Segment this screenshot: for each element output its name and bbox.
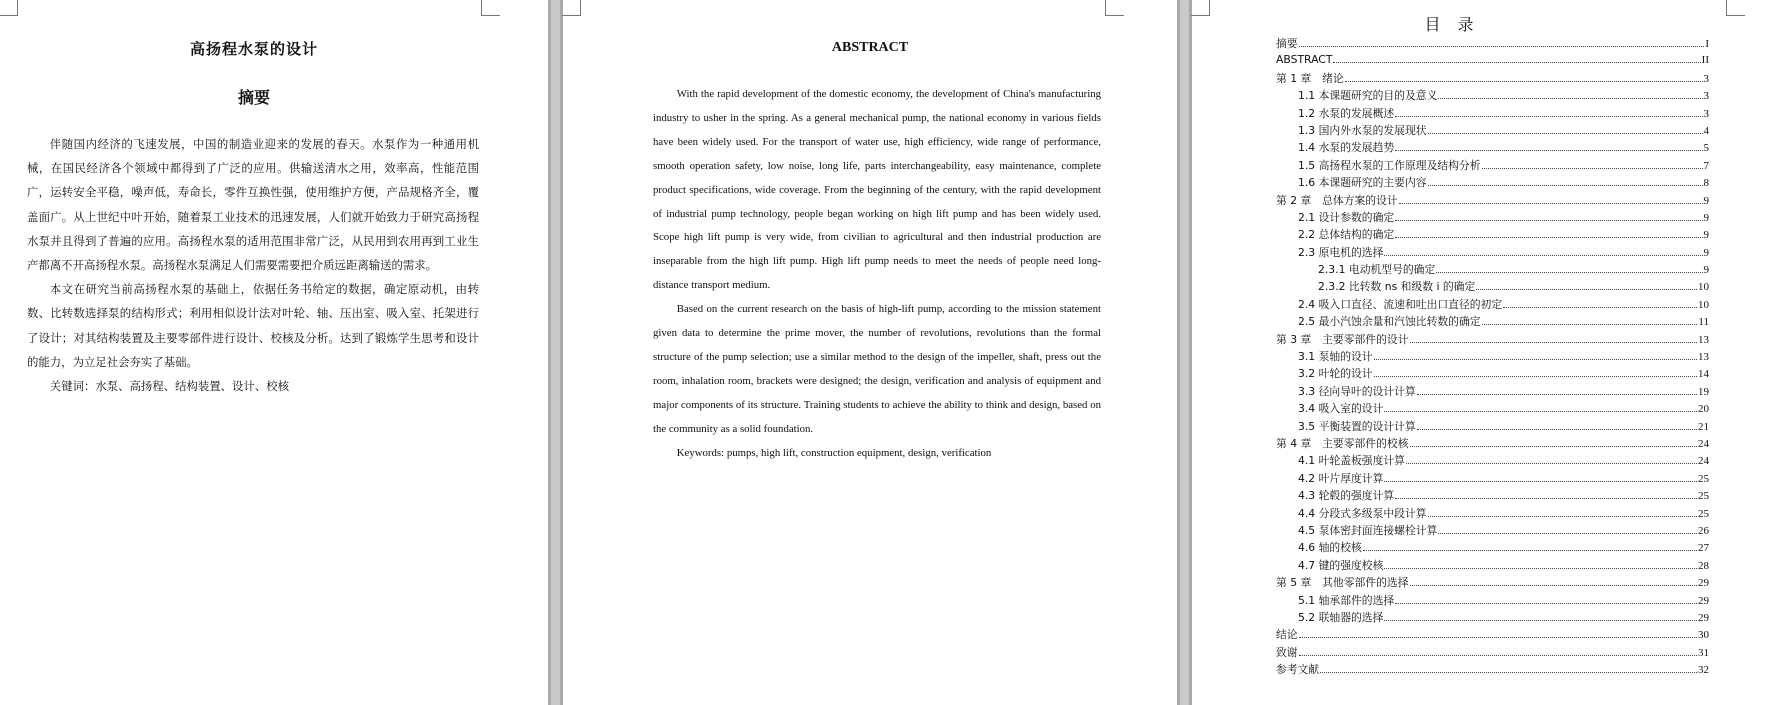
page-table-of-contents — [1192, 0, 1776, 705]
toc-entry-text: 结论 — [1276, 628, 1298, 642]
toc-entry-text: ABSTRACT — [1276, 53, 1333, 67]
toc-dot-leader — [1410, 446, 1698, 447]
toc-entry-page: 28 — [1698, 559, 1709, 572]
toc-dot-leader — [1482, 324, 1698, 325]
toc-dot-leader — [1299, 637, 1697, 638]
toc-entry[interactable] — [1276, 227, 1709, 244]
toc-dot-leader — [1395, 237, 1702, 238]
toc-entry[interactable] — [1276, 593, 1709, 610]
toc-entry[interactable] — [1276, 210, 1709, 227]
toc-entry[interactable] — [1276, 662, 1709, 679]
toc-entry[interactable] — [1276, 314, 1709, 331]
toc-entry-text: 1.6 本课题研究的主要内容 — [1298, 176, 1427, 190]
toc-entry[interactable] — [1276, 332, 1709, 349]
toc-entry-page: 8 — [1703, 177, 1709, 190]
toc-entry-text: 第 5 章 其他零部件的选择 — [1276, 576, 1409, 590]
toc-entry-text: 2.3.1 电动机型号的确定 — [1318, 263, 1436, 277]
toc-entry[interactable] — [1276, 366, 1709, 383]
page-corner-mark — [562, 0, 581, 16]
toc-entry-page: 14 — [1698, 368, 1709, 381]
toc-entry-text: 3.4 吸入室的设计 — [1298, 402, 1384, 416]
toc-entry[interactable] — [1276, 627, 1709, 644]
toc-entry[interactable] — [1276, 419, 1709, 436]
toc-entry[interactable] — [1276, 140, 1709, 157]
toc-entry-page: 25 — [1698, 490, 1709, 503]
toc-entry-page: 9 — [1703, 246, 1709, 259]
toc-entry-page: 29 — [1698, 611, 1709, 624]
toc-entry-text: 3.3 径向导叶的设计计算 — [1298, 384, 1416, 398]
toc-dot-leader — [1333, 62, 1700, 63]
toc-entry[interactable] — [1276, 262, 1709, 279]
toc-entry-page: 25 — [1698, 472, 1709, 485]
toc-entry-text: 4.4 分段式多级泵中段计算 — [1298, 506, 1427, 520]
toc-entry[interactable] — [1276, 506, 1709, 523]
toc-entry-page: 9 — [1703, 211, 1709, 224]
toc-entry-page: 7 — [1703, 159, 1709, 172]
toc-entry-page: 9 — [1703, 229, 1709, 242]
toc-entry-page: 24 — [1698, 437, 1709, 450]
toc-dot-leader — [1428, 516, 1697, 517]
toc-entry-page: 3 — [1703, 107, 1709, 120]
toc-dot-leader — [1384, 481, 1697, 482]
toc-entry-text: 2.2 总体结构的确定 — [1298, 228, 1395, 242]
toc-entry-text: 4.5 泵体密封面连接螺栓计算 — [1298, 523, 1438, 537]
toc-entry[interactable] — [1276, 384, 1709, 401]
toc-dot-leader — [1410, 585, 1698, 586]
toc-entry[interactable] — [1276, 558, 1709, 575]
toc-entry[interactable] — [1276, 88, 1709, 105]
toc-entry-text: 4.2 叶片厚度计算 — [1298, 471, 1384, 485]
toc-dot-leader — [1320, 672, 1697, 673]
page-gap — [548, 0, 563, 705]
toc-dot-leader — [1428, 133, 1703, 134]
abstract-paragraph: Based on the current research on the basis of high-lift pump, according to the mission statement given data to determine the prime mover, the number of revolutions, revolutions than the formal structure of the pump selection; use a similar method to the design of the impeller, shaft, press out the room, inhalation room, brackets were designed; the design, verification and analysis of equipment and major components of its structure. Training students to achieve the ability to think and design, based on the community as a solid foundation. — [653, 303, 1101, 435]
toc-entry-page: 27 — [1698, 542, 1709, 555]
toc-dot-leader — [1395, 498, 1697, 499]
toc-entry-page: 10 — [1698, 298, 1709, 311]
toc-entry[interactable] — [1276, 279, 1709, 296]
toc-dot-leader — [1299, 46, 1705, 47]
page-gap — [1177, 0, 1192, 705]
toc-entry-text: 4.1 叶轮盖板强度计算 — [1298, 454, 1405, 468]
toc-entry-page: 26 — [1698, 524, 1709, 537]
toc-entry-text: 3.2 叶轮的设计 — [1298, 367, 1373, 381]
keywords-line: Keywords: pumps, high lift, construction equipment, design, verification — [676, 446, 992, 459]
toc-entry-page: 32 — [1698, 664, 1709, 677]
toc-entry-text: 2.3 原电机的选择 — [1298, 245, 1384, 259]
toc-entry[interactable] — [1276, 349, 1709, 366]
page-english-abstract — [563, 0, 1177, 705]
toc-entry[interactable] — [1276, 610, 1709, 627]
toc-entry-page: 21 — [1698, 420, 1709, 433]
toc-entry-page: II — [1701, 54, 1709, 67]
toc-entry[interactable] — [1276, 175, 1709, 192]
toc-entry[interactable] — [1276, 575, 1709, 592]
toc-entry-page: 30 — [1698, 629, 1709, 642]
toc-dot-leader — [1410, 342, 1698, 343]
toc-entry-page: 4 — [1703, 124, 1709, 137]
toc-entry[interactable] — [1276, 71, 1709, 88]
toc-entry-page: 19 — [1698, 385, 1709, 398]
toc-title: 目 录 — [1424, 15, 1480, 34]
toc-entry-text: 3.1 泵轴的设计 — [1298, 350, 1373, 364]
toc-dot-leader — [1482, 168, 1703, 169]
toc-dot-leader — [1417, 429, 1697, 430]
toc-entry-page: 5 — [1703, 142, 1709, 155]
toc-entry[interactable] — [1276, 488, 1709, 505]
toc-list — [1276, 36, 1709, 679]
thesis-title: 高扬程水泵的设计 — [189, 40, 318, 58]
toc-dot-leader — [1395, 603, 1697, 604]
toc-entry-page: 10 — [1698, 281, 1709, 294]
toc-entry-page: I — [1705, 38, 1709, 50]
toc-entry[interactable] — [1276, 297, 1709, 314]
toc-entry[interactable] — [1276, 471, 1709, 488]
toc-entry[interactable] — [1276, 436, 1709, 453]
toc-dot-leader — [1299, 655, 1697, 656]
toc-dot-leader — [1374, 359, 1697, 360]
toc-entry-text: 参考文献 — [1276, 663, 1320, 677]
keywords-line: 关键词：水泵、高扬程、结构装置、设计、校核 — [49, 379, 290, 394]
toc-entry-text: 第 1 章 绪论 — [1276, 71, 1344, 85]
abstract-heading: ABSTRACT — [831, 40, 909, 55]
abstract-body — [653, 83, 1101, 466]
toc-entry-page: 3 — [1703, 72, 1709, 85]
toc-dot-leader — [1436, 272, 1702, 273]
toc-dot-leader — [1406, 463, 1697, 464]
toc-entry-page: 25 — [1698, 507, 1709, 520]
toc-entry-text: 第 2 章 总体方案的设计 — [1276, 193, 1398, 207]
toc-entry-text: 摘要 — [1276, 37, 1298, 50]
page-corner-mark — [1726, 0, 1745, 16]
toc-entry[interactable] — [1276, 193, 1709, 210]
abstract-heading: 摘要 — [237, 88, 270, 107]
toc-dot-leader — [1384, 568, 1697, 569]
toc-entry[interactable] — [1276, 106, 1709, 123]
toc-entry-page: 29 — [1698, 577, 1709, 590]
toc-dot-leader — [1438, 533, 1697, 534]
toc-entry-page: 13 — [1698, 333, 1709, 346]
toc-entry-text: 1.5 高扬程水泵的工作原理及结构分析 — [1298, 158, 1481, 172]
abstract-paragraph: With the rapid development of the domestic economy, the development of China's manufacturing industry to usher in the spring. As a general mechanical pump, the national economy in various fields have been widely used. For the transport of water use, high efficiency, wide range of performance, smooth operation safety, low noise, long life, parts interchangeability, easy maintenance, complete product specifications, wide coverage. From the beginning of the century, with the rapid development of industrial pump technology, people began working on high lift pump and has been widely used. Scope high lift pump is very wide, from civilian to agricultural and then industrial production are inseparable from the high lift pump. High lift pump needs to meet the needs of people need long-distance transport medium. — [653, 88, 1101, 292]
abstract-paragraph: 伴随国内经济的飞速发展，中国的制造业迎来的发展的春天。水泵作为一种通用机械，在国民经济各个领域中都得到了广泛的应用。供输送清水之用，效率高，性能范围广，运转安全平稳，噪声低，寿命长，零件互换性强，使用维护方便，产品规格齐全，覆盖面广。从上世纪中叶开始，随着泵工业技术的迅速发展，人们就开始致力于研究高扬程水泵并且得到了普遍的应用。高扬程水泵的适用范围非常广泛，从民用到农用再到工业生产都离不开高扬程水泵。高扬程水泵满足人们需要需要把介质远距离输送的需求。 — [27, 137, 479, 273]
toc-entry-text: 2.5 最小汽蚀余量和汽蚀比转数的确定 — [1298, 315, 1481, 329]
toc-dot-leader — [1503, 307, 1697, 308]
toc-entry[interactable] — [1276, 645, 1709, 662]
toc-entry[interactable] — [1276, 540, 1709, 557]
toc-dot-leader — [1363, 550, 1697, 551]
toc-dot-leader — [1395, 220, 1702, 221]
page-chinese-abstract — [0, 0, 548, 705]
toc-entry-text: 5.2 联轴器的选择 — [1298, 610, 1384, 624]
toc-dot-leader — [1476, 289, 1697, 290]
toc-dot-leader — [1399, 203, 1703, 204]
toc-entry-text: 2.4 吸入口直径、流速和吐出口直径的初定 — [1298, 297, 1503, 311]
toc-entry[interactable] — [1276, 53, 1709, 70]
toc-entry-text: 5.1 轴承部件的选择 — [1298, 593, 1395, 607]
toc-dot-leader — [1384, 411, 1697, 412]
toc-dot-leader — [1374, 376, 1697, 377]
toc-entry-page: 24 — [1698, 455, 1709, 468]
toc-entry-text: 1.4 水泵的发展趋势 — [1298, 141, 1395, 155]
page-corner-mark — [0, 0, 18, 16]
toc-entry-text: 1.3 国内外水泵的发展现状 — [1298, 123, 1427, 137]
toc-entry[interactable] — [1276, 401, 1709, 418]
toc-entry[interactable] — [1276, 123, 1709, 140]
toc-entry-text: 致谢 — [1276, 645, 1298, 659]
toc-entry-text: 3.5 平衡装置的设计计算 — [1298, 419, 1416, 433]
toc-entry-page: 9 — [1703, 264, 1709, 277]
toc-entry[interactable] — [1276, 158, 1709, 175]
toc-dot-leader — [1345, 81, 1703, 82]
toc-entry[interactable] — [1276, 523, 1709, 540]
abstract-paragraph: 本文在研究当前高扬程水泵的基础上，依据任务书给定的数据，确定原动机，由转数、比转数选择泵的结构形式；利用相似设计法对叶轮、轴、压出室、吸入室、托架进行了设计；对其结构装置及主要零部件进行设计、校核及分析。达到了锻炼学生思考和设计的能力，为立足社会夯实了基础。 — [27, 282, 479, 369]
toc-dot-leader — [1428, 185, 1703, 186]
toc-entry-page: 3 — [1703, 90, 1709, 103]
abstract-body — [27, 132, 479, 398]
page-corner-mark — [1105, 0, 1124, 16]
toc-dot-leader — [1438, 98, 1702, 99]
toc-entry-text: 1.1 本课题研究的目的及意义 — [1298, 89, 1438, 103]
toc-entry-text: 第 3 章 主要零部件的设计 — [1276, 332, 1409, 346]
toc-entry-text: 1.2 水泵的发展概述 — [1298, 106, 1395, 120]
toc-entry-text: 4.3 轮毂的强度计算 — [1298, 489, 1395, 503]
toc-dot-leader — [1384, 255, 1702, 256]
toc-entry-text: 第 4 章 主要零部件的校核 — [1276, 436, 1409, 450]
page-corner-mark — [481, 0, 500, 16]
toc-entry-page: 9 — [1703, 194, 1709, 207]
toc-dot-leader — [1395, 150, 1702, 151]
toc-dot-leader — [1384, 620, 1697, 621]
toc-entry-text: 4.6 轴的校核 — [1298, 541, 1362, 555]
toc-entry-page: 31 — [1698, 646, 1709, 659]
toc-entry[interactable] — [1276, 36, 1709, 53]
toc-entry-text: 2.3.2 比转数 ns 和级数 i 的确定 — [1318, 280, 1476, 294]
toc-entry[interactable] — [1276, 453, 1709, 470]
toc-entry-text: 4.7 键的强度校核 — [1298, 558, 1384, 572]
toc-entry-text: 2.1 设计参数的确定 — [1298, 210, 1395, 224]
toc-entry-page: 13 — [1698, 351, 1709, 364]
toc-entry-page: 29 — [1698, 594, 1709, 607]
toc-dot-leader — [1395, 116, 1702, 117]
toc-dot-leader — [1417, 394, 1697, 395]
toc-entry-page: 11 — [1698, 316, 1709, 329]
toc-entry-page: 20 — [1698, 403, 1709, 416]
toc-entry[interactable] — [1276, 245, 1709, 262]
